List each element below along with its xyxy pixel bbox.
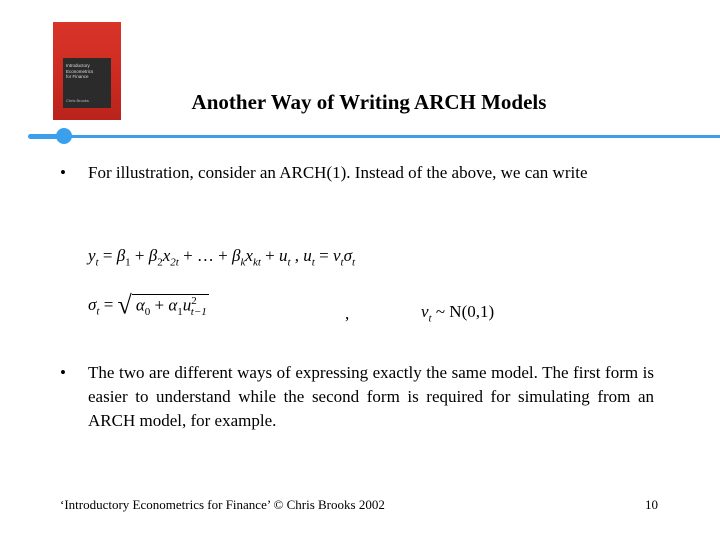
- slide-title-text: Another Way of Writing ARCH Models: [191, 90, 547, 114]
- bullet-text-2: The two are different ways of expressing exactly the same model. The first form is easier to understand while the second form is required for simulating from an ARCH model, for example.: [88, 363, 654, 430]
- bullet-marker-2: •: [60, 363, 66, 382]
- rule-dot: [56, 128, 72, 144]
- title-rule: [36, 135, 720, 138]
- bullet-text-1: For illustration, consider an ARCH(1). Instead of the above, we can write: [88, 163, 588, 182]
- cover-line-2: Econometrics: [66, 68, 94, 74]
- slide-title: [0, 90, 720, 115]
- square-root: √ $\alpha_0 + \alpha_1u^2_{t-1}$: [117, 290, 207, 320]
- bullet-marker-1: •: [60, 163, 66, 182]
- mean-equation: $y_t = \beta_1 + \beta_2x_{2t}$ + … + $\beta_kx_{kt} + u_t$ , $u_t = \nu_t\sigma_t$: [88, 246, 356, 269]
- error-distribution-text: ~ N(0,1): [435, 302, 495, 321]
- variance-equation: $\sigma_t$ = √ $\alpha_0 + \alpha_1u^2_{t-1}$: [88, 290, 207, 320]
- cover-line-3: for Finance: [66, 74, 89, 79]
- cover-line-1: Introductory: [66, 63, 90, 68]
- page-number: 10: [645, 497, 658, 512]
- cover-title-text: [66, 63, 108, 80]
- footer-citation: ‘Introductory Econometrics for Finance’ © Chris Brooks 2002: [60, 497, 385, 512]
- equation-separator: ,: [345, 304, 350, 323]
- cover-author: Chris Brooks: [66, 98, 89, 103]
- error-distribution: $\nu_t$ ~ N(0,1): [421, 302, 495, 325]
